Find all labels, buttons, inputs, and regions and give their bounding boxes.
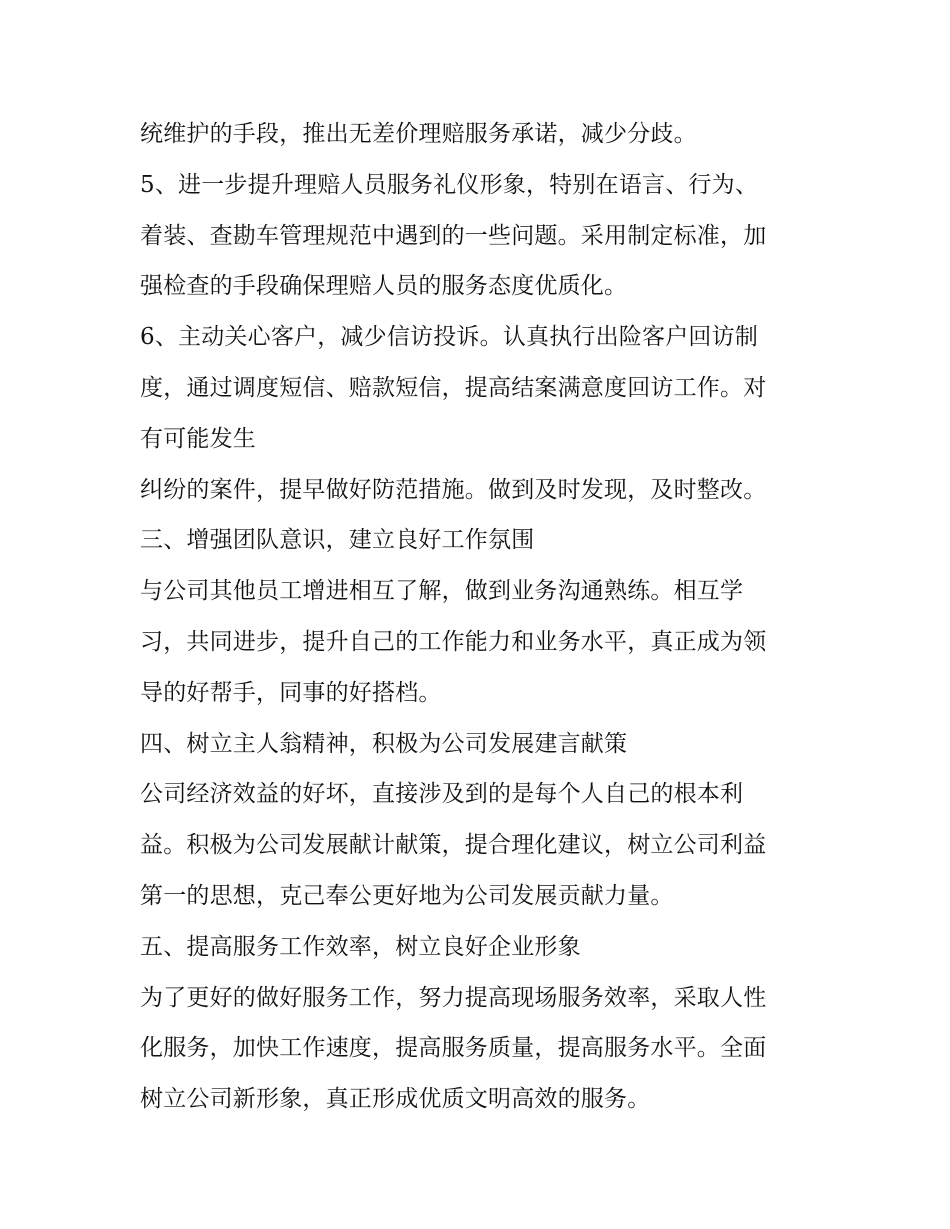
text-line: 树立公司新形象，真正形成优质文明高效的服务。 [140,1086,651,1113]
text-line: 统维护的手段，推出无差价理赔服务承诺，减少分歧。 [140,121,697,147]
text-line: 度，通过调度短信、赔款短信，提高结案满意度回访工作。对 [140,374,767,401]
text-line: 强检查的手段确保理赔人员的服务态度优质化。 [140,273,628,300]
section-heading: 五、提高服务工作效率，树立良好企业形象 [140,933,581,960]
text-line: 为了更好的做好服务工作，努力提高现场服务效率，采取人性 [140,984,767,1011]
text-line: 第一的思想，克己奉公更好地为公司发展贡献力量。 [140,882,674,909]
text-line: 习，共同进步，提升自己的工作能力和业务水平，真正成为领 [140,628,767,655]
section-heading: 四、树立主人翁精神，积极为公司发展建言献策 [140,730,628,757]
text-line: 着装、查勘车管理规范中遇到的一些问题。采用制定标准，加 [140,222,767,249]
text-line: 与公司其他员工增进相互了解，做到业务沟通熟练。相互学 [140,578,744,605]
text-line: 益。积极为公司发展献计献策，提合理化建议，树立公司利益 [140,832,767,859]
text-line: 导的好帮手，同事的好搭档。 [140,679,442,706]
text-line: 公司经济效益的好坏，直接涉及到的是每个人自己的根本利 [140,781,744,808]
document-page [140,109,820,1125]
text-line: 纠纷的案件，提早做好防范措施。做到及时发现，及时整改。 [140,476,767,503]
section-heading: 三、增强团队意识，建立良好工作氛围 [140,527,535,554]
text-line: 5、进一步提升理赔人员服务礼仪形象，特别在语言、行为、 [140,171,759,198]
text-line: 6、主动关心客户，减少信访投诉。认真执行出险客户回访制 [140,324,759,351]
text-line: 有可能发生 [140,425,256,452]
text-line: 化服务，加快工作速度，提高服务质量，提高服务水平。全面 [140,1035,767,1062]
